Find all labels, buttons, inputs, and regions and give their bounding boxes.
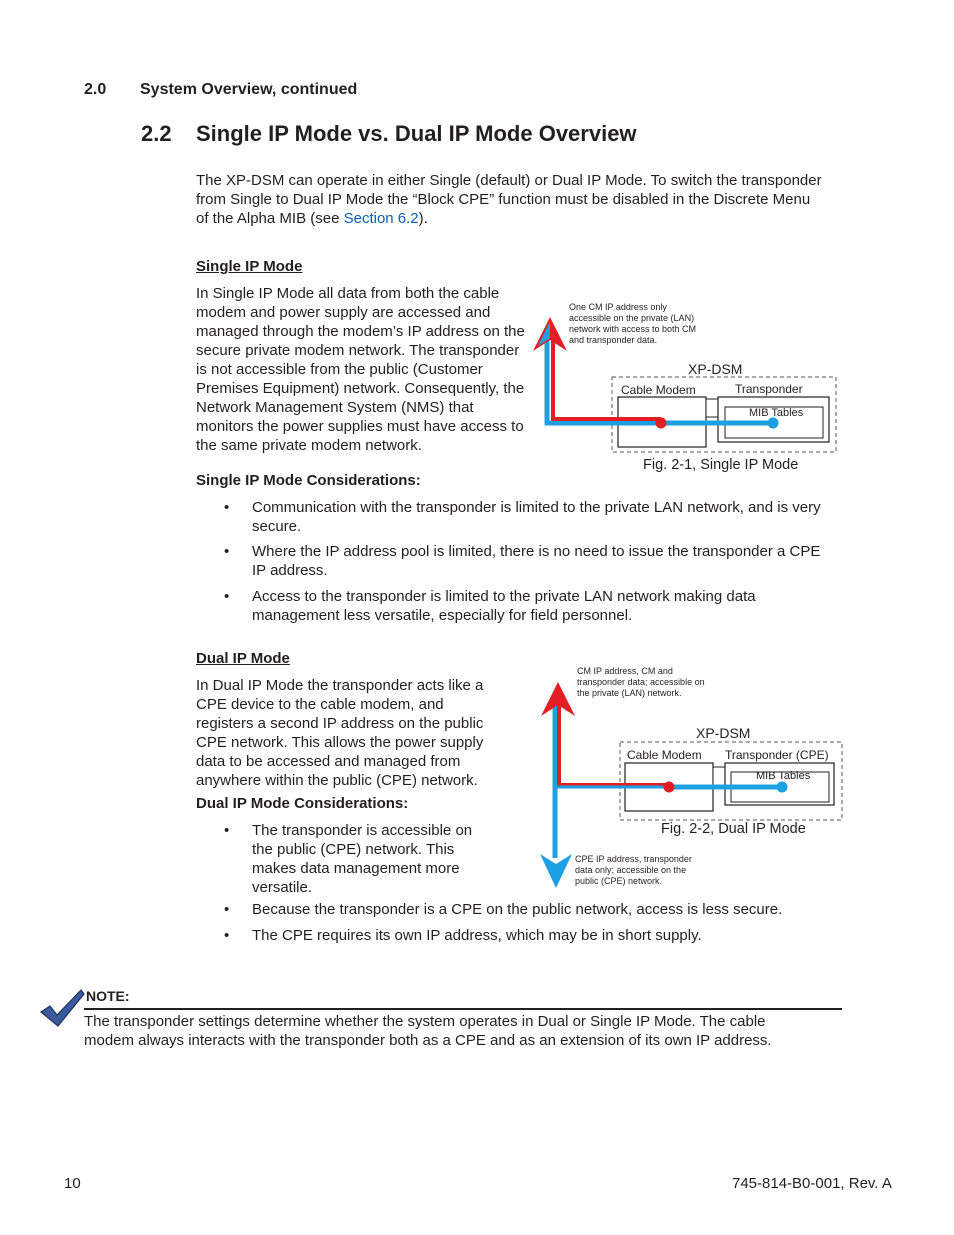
note-text: The transponder settings determine whether the system operates in Dual or Single IP Mode. The cable modem always interacts with the transponder both as a CPE and as an extension of its own IP address. xyxy=(84,1013,772,1049)
bullet-text: Communication with the transponder is limited to the private LAN network, and is very secure. xyxy=(252,499,821,535)
dual-ip-paragraph: In Dual IP Mode the transponder acts like a CPE device to the cable modem, and registers a second IP address on the public CPE network. This allows the power supply data to be accessed and managed from anywhere within the public (CPE) network. xyxy=(196,677,484,789)
bullet-text: The CPE requires its own IP address, which may be in short supply. xyxy=(252,927,702,944)
section-continued-heading xyxy=(84,81,357,99)
checkmark-icon xyxy=(38,986,86,1030)
list-item xyxy=(224,498,822,536)
xp-dsm-label: XP-DSM xyxy=(688,361,743,377)
dual-diagram-note-bottom: CPE IP address, transponder data only; accessible on the public (CPE) network. xyxy=(575,854,692,886)
xp-dsm-label: XP-DSM xyxy=(696,725,751,741)
modem-node xyxy=(656,418,667,429)
list-item xyxy=(224,926,822,945)
list-item xyxy=(224,542,822,580)
cable-modem-label: Cable Modem xyxy=(627,748,702,762)
section-number: 2.0 xyxy=(84,81,107,98)
list-item xyxy=(224,821,492,897)
mib-tables-label: MIB Tables xyxy=(756,770,811,782)
dual-ip-heading: Dual IP Mode xyxy=(196,650,290,667)
bullet-text: Where the IP address pool is limited, there is no need to issue the transponder a CPE IP address. xyxy=(252,543,821,579)
section-link[interactable]: Section 6.2 xyxy=(343,210,419,227)
single-ip-heading: Single IP Mode xyxy=(196,258,303,275)
bullet-dot: • xyxy=(224,822,230,839)
connector xyxy=(706,399,718,417)
transponder-node xyxy=(777,782,788,793)
cable-modem-label: Cable Modem xyxy=(621,383,696,397)
list-item xyxy=(224,900,822,919)
single-considerations-title: Single IP Mode Considerations: xyxy=(196,472,421,489)
bullet-dot: • xyxy=(224,499,230,516)
bullet-text: Because the transponder is a CPE on the public network, access is less secure. xyxy=(252,901,783,918)
intro-text-end: ). xyxy=(418,210,428,227)
page-number: 10 xyxy=(64,1175,81,1192)
transponder-label: Transponder (CPE) xyxy=(725,748,829,762)
bullet-dot: • xyxy=(224,901,230,918)
section-title: System Overview, continued xyxy=(140,81,358,98)
mib-tables-label: MIB Tables xyxy=(749,407,804,419)
dual-diagram-note-top: CM IP address, CM and transponder data; accessible on the private (LAN) network. xyxy=(577,666,705,698)
note-label: NOTE: xyxy=(86,988,130,1004)
single-ip-paragraph: In Single IP Mode all data from both the cable modem and power supply are accessed and managed through the modem’s IP address on the secure private modem network. The transponder is not accessible from the public (Customer Premises Equipment) network. Consequently, the Network Management System (NMS) that monitors the power supplies must have access to the same private modem network. xyxy=(196,285,525,454)
document-id: 745-814-B0-001, Rev. A xyxy=(732,1175,892,1192)
bullet-text: The transponder is accessible on the public (CPE) network. This makes data management more versatile. xyxy=(252,822,473,896)
figure-caption: Fig. 2-1, Single IP Mode xyxy=(643,457,799,473)
bullet-dot: • xyxy=(224,543,230,560)
modem-node xyxy=(664,782,675,793)
transponder-node xyxy=(768,418,779,429)
bullet-dot: • xyxy=(224,588,230,605)
heading-number: 2.2 xyxy=(141,121,172,146)
heading-title: Single IP Mode vs. Dual IP Mode Overview xyxy=(196,121,637,146)
figure-caption: Fig. 2-2, Dual IP Mode xyxy=(661,821,806,837)
bullet-text: Access to the transponder is limited to the private LAN network making data management less versatile, especially for field personnel. xyxy=(252,588,756,624)
transponder-label: Transponder xyxy=(735,382,803,396)
note-divider xyxy=(84,1008,842,1010)
down-arrow-icon xyxy=(540,854,572,888)
dual-considerations-title: Dual IP Mode Considerations: xyxy=(196,795,409,812)
connector xyxy=(713,767,725,785)
intro-text: The XP-DSM can operate in either Single (default) or Dual IP Mode. To switch the transponder from Single to Dual IP Mode the “Block CPE” function must be disabled in the Discrete Menu of the Alpha MIB (see xyxy=(196,172,822,227)
intro-paragraph xyxy=(196,171,826,228)
single-diagram-note: One CM IP address only accessible on the private (LAN) network with access to both CM and transponder data. xyxy=(569,302,697,345)
bullet-dot: • xyxy=(224,927,230,944)
list-item xyxy=(224,587,822,625)
page-title xyxy=(141,121,637,147)
